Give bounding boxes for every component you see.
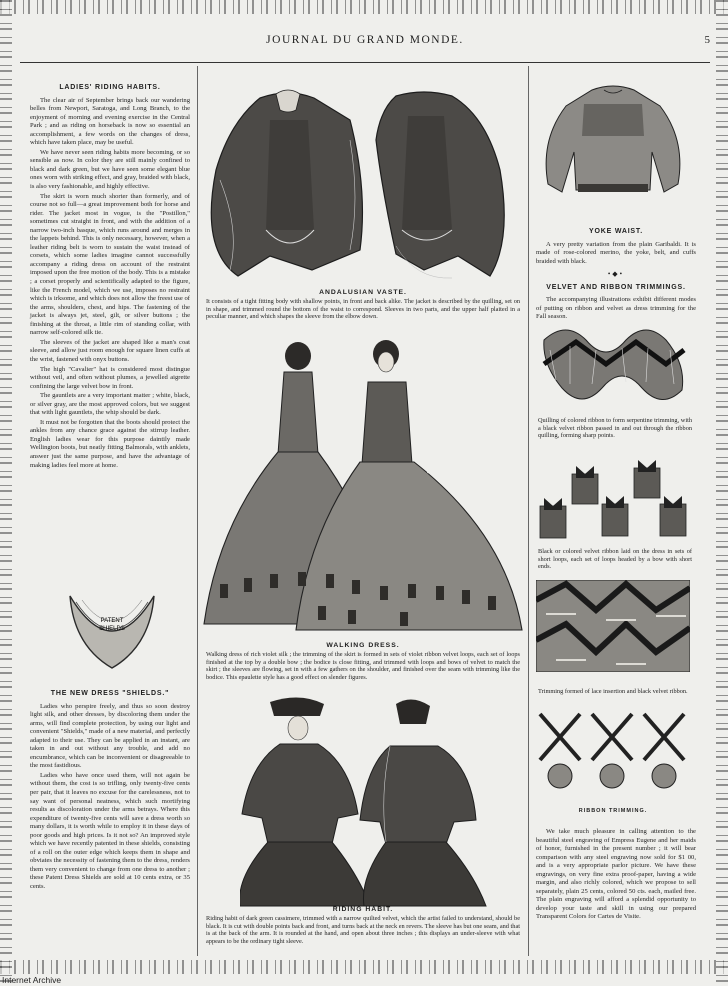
ribbon-trimming-label: RIBBON TRIMMING.: [578, 808, 648, 814]
archive-watermark: Internet Archive: [2, 975, 62, 985]
serpentine-quilling-illustration: [536, 320, 690, 408]
andalusian-vaste-illustration: [200, 80, 526, 280]
column-rule-right: [528, 66, 529, 956]
right-column-articles: [536, 228, 696, 323]
article-paragraph: It must not be forgotten that the boots should protect the ankles from any chance grace against the stirrup leather. English ladies wear for this purpose daintily made Wellington boots, but neatly fitting Balmorals, with anklets, answer just the same purpose, and have the advantage of making ladies feel more at home.: [30, 418, 190, 469]
article-paragraph: The high "Cavalier" hat is considered most distingue without veil, and often without plumes, a jewelled aigrette confining the large velvet bow in front.: [30, 365, 190, 390]
header-rule: [20, 62, 710, 63]
ornamental-border-right: [716, 0, 728, 986]
walking-dress-caption: Walking dress of rich violet silk ; the trimming of the skirt is formed in sets of violet ribbon velvet loops, each set of loops finished at the top by a double bow ; the bodice is close fitting, and trimmed with loops and bows of velvet to match the skirt ; the sleeves are flowing, set in with a few gathers on the shoulder, and finished over the seam with trimming like the bodice. This epaulette style has a good effect on slender figures.: [206, 651, 520, 681]
riding-habits-heading: LADIES' RIDING HABITS.: [59, 84, 161, 91]
walking-dress-title: WALKING DRESS.: [326, 642, 400, 649]
engraving-paragraph: We take much pleasure in calling attention to the beautiful steel engraving of Empress Eugene and her maids of honor, furnished in the present number ; it will bear comparison with any steel engraving now sold for $1 00, and is a very appropriate parlor picture. We have these engravings, on very fine extra proof-paper, having a wide margin, and also richly colored, which we propose to sell separately, plain 25 cents, colored 50 cts. each, mailed free. The plain engraving will afford a splendid opportunity to develop your taste and skill in using our prepared Transparent Colors for Cartes de Visite.: [536, 828, 696, 921]
andalusian-vaste-title: ANDALUSIAN VASTE.: [319, 289, 407, 296]
jacket-front-figure: [211, 90, 362, 276]
lace-insertion-illustration: [536, 580, 690, 672]
andalusian-vaste-caption: It consists of a tight fitting body with shallow points, in front and back alike. The jacket is described by the quilling, set on in shape, and trimmed round the bottom of the waist to correspond. Sleeves in two parts, and the upper half plaited in a peculiar manner, and which shapes the sleeve from the elbow down.: [206, 298, 520, 321]
ornamental-border-top: [0, 0, 728, 14]
riding-habit-illustration: [240, 694, 490, 908]
yoke-waist-illustration: [540, 80, 686, 210]
quilling-caption: Quilling of colored ribbon to form serpentine trimming, with a black velvet ribbon passed in and out through the ribbon quilling, forming sharp points.: [538, 417, 692, 440]
article-paragraph: Ladies who perspire freely, and thus so soon destroy light silk, and other dresses, by discoloring them under the arms, will find complete protection, by using our light and convenient "Shields," made of a new material, and perfectly adapted to their use. They can be applied in an instant, are taken in and out without any trouble, and add no encumbrance, which can be inconvenient or disagreeable to the most fastidious.: [30, 702, 190, 770]
article-paragraph: Ladies who have once used them, will not again be without them, the cost is so trifling, only twenty-five cents per pair, that it leaves no excuse for the carelessness, not to say want of personal neatness, which such mortifying results as discoloration under the arms betrays. Where this expenditure of twenty-five cents will save a dress worth so many dollars, it is worth while to employ it in these days of poor goods and high prices. Is it not so? An improved style which we have recently patented in these shields, consisting of a roll on the outer edge which keeps them in shape and obviates the necessity of fastening them to the dress, renders them very convenient to change from one dress to another ; these Patent Dress Shields are sold at 10 cents extra, or 35 cents.: [30, 771, 190, 891]
lace-caption: Trimming formed of lace insertion and black velvet ribbon.: [538, 688, 688, 695]
journal-title: JOURNAL DU GRAND MONDE.: [266, 34, 464, 46]
article-paragraph: The sleeves of the jacket are shaped like a man's coat sleeve, and allow just room enough for square linen cuffs at the wrist, fastened with onyx buttons.: [30, 338, 190, 363]
yoke-waist-heading: YOKE WAIST.: [589, 228, 643, 235]
page-number: 5: [704, 34, 710, 46]
riding-habit-front-figure: [240, 697, 370, 906]
velvet-loops-illustration: [536, 456, 690, 542]
riding-habit-caption: Riding habit of dark green cassimere, trimmed with a narrow quilted velvet, which the artist failed to understand, should be black. It is cut with double points back and front, and turns back at the neck en revers. The sleeve has but one seam, and that is at the back of the arm. It is rounded at the hand, and open about three inches ; this displays an under-sleeve with what appears to be the ordinary tight sleeve.: [206, 915, 520, 945]
shield-label-patent: PATENT: [100, 618, 124, 624]
jacket-back-figure: [376, 92, 504, 278]
dress-shields-heading: THE NEW DRESS "SHIELDS.": [50, 690, 170, 697]
riding-habit-back-figure: [360, 699, 486, 906]
article-paragraph: The clear air of September brings back our wandering belles from Newport, Saratoga, and Long Branch, to the enjoyment of morning and evening exercise in the Central Park ; and as riding on horseback is now so essential an accomplishment, a few words on the changes of dress, which have taken place, may be useful.: [30, 96, 190, 147]
page-header: [20, 34, 710, 54]
ornamental-border-left: [0, 0, 12, 986]
column-rule-left: [197, 66, 198, 956]
velvet-trimmings-intro: The accompanying illustrations exhibit different modes of putting on ribbon and velvet as dress trimming for the Fall season.: [536, 296, 696, 321]
velvet-trimmings-heading: VELVET AND RIBBON TRIMMINGS.: [546, 283, 686, 291]
dress-shields-article: [30, 690, 190, 893]
walking-dress-illustration: [200, 334, 526, 636]
dress-shield-illustration: [62, 586, 162, 674]
yoke-waist-caption: A very pretty variation from the plain Garibaldi. It is made of rose-colored merino, the yoke, belt, and cuffs braided with black.: [536, 240, 696, 265]
riding-habit-title: RIDING HABIT.: [332, 906, 394, 913]
section-dingbat: •◆•: [607, 270, 625, 279]
shield-label-shields: SHIELDS: [99, 626, 125, 632]
article-paragraph: The gauntlets are a very important matter ; white, black, or silver gray, are the most approved colors, but we suggest that with light gauntlets, the whip should be dark.: [30, 392, 190, 417]
ornamental-border-bottom: [0, 960, 728, 974]
article-paragraph: We have never seen riding habits more becoming, or so sensible as now. In color they are still mainly confined to black and dark green, but we have seen some elegant blue ones worn with striking effect, and gray, braided with black, is also very fashionable, and highly effective.: [30, 148, 190, 191]
loops-caption: Black or colored velvet ribbon laid on the dress in sets of short loops, each set of loops headed by a bow with short ends.: [538, 548, 692, 571]
engraving-notice: [536, 828, 696, 923]
article-paragraph: The skirt is worn much shorter than formerly, and of course not so full—a great improvement both for horse and rider. The jacket most in vogue, is the "Postillon," sometimes cut straight in front, and with the addition of a narrow two-inch basque, which runs around and merges in the lappets behind. This is only necessary, however, when a leather riding belt is worn to sustain the waist instead of corsets, which some ladies imagine cannot successfully accompany a riding dress on account of the restraint imposed upon the free motion of the body. This is a mistake ; a corset properly and scientifically adapted to the figure, like the French model, which we use, imposes no restraint which is irksome, and which does not allow the freest use of the arms, shoulders, chest, and hips. The fastening of the jacket is always jet, steel, gilt, or silver buttons ; the finishing at the throat, a little rim of standing collar, with narrow self-colored silk tie.: [30, 192, 190, 337]
ribbon-trimming-illustration: [536, 710, 690, 800]
riding-habits-article: [30, 84, 190, 471]
